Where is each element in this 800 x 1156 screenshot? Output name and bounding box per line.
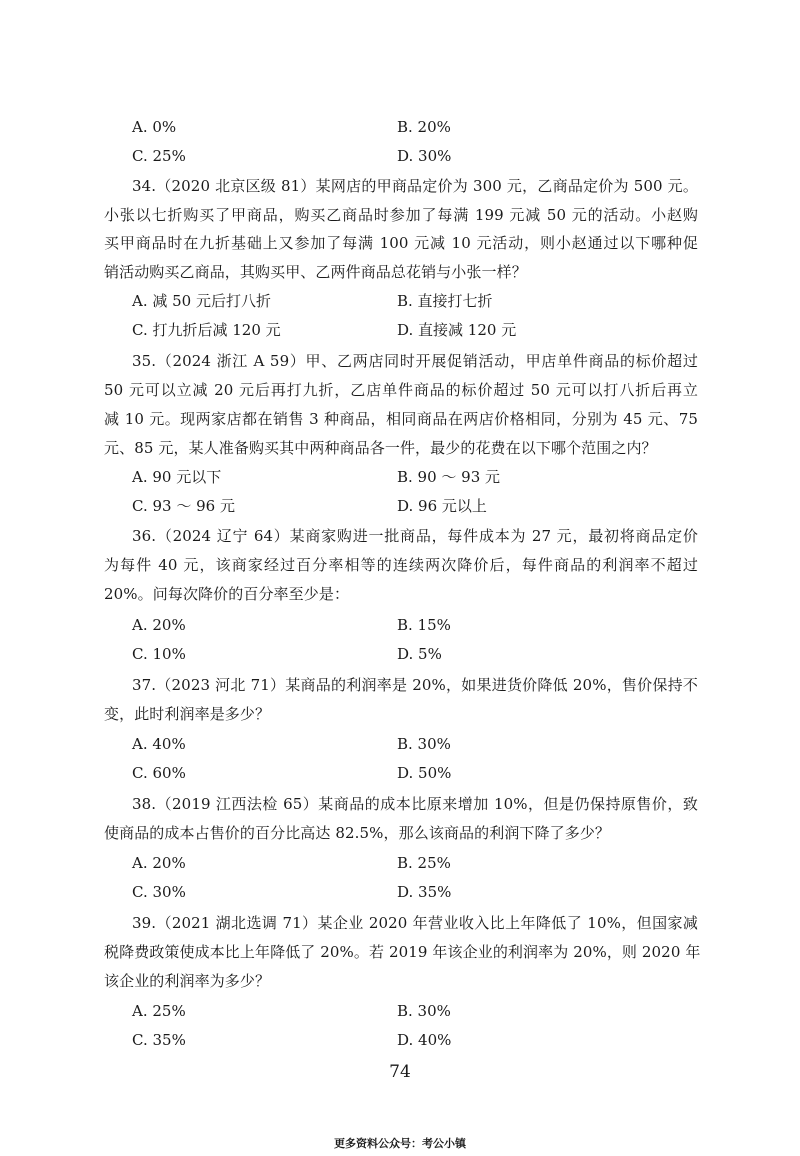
q33-option-b[interactable]: B. 20%	[397, 118, 451, 136]
q33-option-d[interactable]: D. 30%	[397, 147, 452, 165]
q35-stem-line-2: 50 元可以立减 20 元后再打九折，乙店单件商品的标价超过 50 元可以打八折后再立	[104, 381, 698, 399]
footer-watermark-text: 更多资料公众号：考公小镇	[334, 1137, 466, 1150]
q34-stem-line-3: 买甲商品时在九折基础上又参加了每满 100 元减 10 元活动，则小赵通过以下哪种促	[104, 234, 698, 252]
q34-option-c[interactable]: C. 打九折后减 120 元	[132, 321, 281, 339]
q37-option-d[interactable]: D. 50%	[397, 764, 452, 782]
q37-stem-line-2: 变，此时利润率是多少？	[104, 705, 271, 723]
q37-option-c[interactable]: C. 60%	[132, 764, 186, 782]
q35-stem-line-3: 减 10 元。现两家店都在销售 3 种商品，相同商品在两店价格相同，分别为 45 元、75	[104, 410, 698, 428]
q36-stem-line-1: 36.（2024 辽宁 64）某商家购进一批商品，每件成本为 27 元，最初将商品定价	[132, 527, 698, 545]
q33-option-a[interactable]: A. 0%	[132, 118, 177, 136]
q38-option-b[interactable]: B. 25%	[397, 854, 451, 872]
q34-option-a[interactable]: A. 减 50 元后打八折	[132, 292, 271, 310]
q34-option-d[interactable]: D. 直接减 120 元	[397, 321, 517, 339]
q39-stem-line-2: 税降费政策使成本比上年降低了 20%。若 2019 年该企业的利润率为 20%，则 2020 年	[104, 943, 701, 961]
q35-stem-line-1: 35.（2024 浙江 A 59）甲、乙两店同时开展促销活动，甲店单件商品的标价超过	[132, 352, 698, 370]
q34-stem-line-1: 34.（2020 北京区级 81）某网店的甲商品定价为 300 元，乙商品定价为 500 元。	[132, 177, 698, 195]
q35-stem-line-4: 元、85 元，某人准备购买其中两种商品各一件，最少的花费在以下哪个范围之内？	[104, 439, 657, 457]
q36-option-b[interactable]: B. 15%	[397, 616, 451, 634]
q38-option-d[interactable]: D. 35%	[397, 883, 452, 901]
q35-option-a[interactable]: A. 90 元以下	[132, 468, 222, 486]
q37-stem-line-1: 37.（2023 河北 71）某商品的利润率是 20%，如果进货价降低 20%，售价保持不	[132, 676, 698, 694]
q34-stem-line-2: 小张以七折购买了甲商品，购买乙商品时参加了每满 199 元减 50 元的活动。小赵购	[104, 206, 698, 224]
q38-stem-line-2: 使商品的成本占售价的百分比高达 82.5%，那么该商品的利润下降了多少？	[104, 824, 611, 842]
page-number: 74	[389, 1062, 411, 1082]
q38-option-c[interactable]: C. 30%	[132, 883, 186, 901]
q35-option-c[interactable]: C. 93 ～ 96 元	[132, 497, 235, 515]
q37-option-b[interactable]: B. 30%	[397, 735, 451, 753]
q38-option-a[interactable]: A. 20%	[132, 854, 186, 872]
q39-option-b[interactable]: B. 30%	[397, 1002, 451, 1020]
q36-option-a[interactable]: A. 20%	[132, 616, 186, 634]
q36-option-d[interactable]: D. 5%	[397, 645, 442, 663]
q39-option-a[interactable]: A. 25%	[132, 1002, 186, 1020]
q39-option-c[interactable]: C. 35%	[132, 1031, 186, 1049]
q39-stem-line-3: 该企业的利润率为多少？	[104, 972, 271, 990]
q36-stem-line-3: 20%。问每次降价的百分率至少是：	[104, 585, 350, 603]
q37-option-a[interactable]: A. 40%	[132, 735, 186, 753]
q39-option-d[interactable]: D. 40%	[397, 1031, 452, 1049]
q35-option-b[interactable]: B. 90 ～ 93 元	[397, 468, 501, 486]
q33-option-c[interactable]: C. 25%	[132, 147, 186, 165]
q34-option-b[interactable]: B. 直接打七折	[397, 292, 493, 310]
q34-stem-line-4: 销活动购买乙商品，其购买甲、乙两件商品总花销与小张一样？	[104, 263, 527, 281]
q36-stem-line-2: 为每件 40 元，该商家经过百分率相等的连续两次降价后，每件商品的利润率不超过	[104, 556, 698, 574]
q39-stem-line-1: 39.（2021 湖北选调 71）某企业 2020 年营业收入比上年降低了 10%，但国家减	[132, 914, 698, 932]
q35-option-d[interactable]: D. 96 元以上	[397, 497, 487, 515]
q36-option-c[interactable]: C. 10%	[132, 645, 186, 663]
q38-stem-line-1: 38.（2019 江西法检 65）某商品的成本比原来增加 10%，但是仍保持原售价，致	[132, 795, 698, 813]
